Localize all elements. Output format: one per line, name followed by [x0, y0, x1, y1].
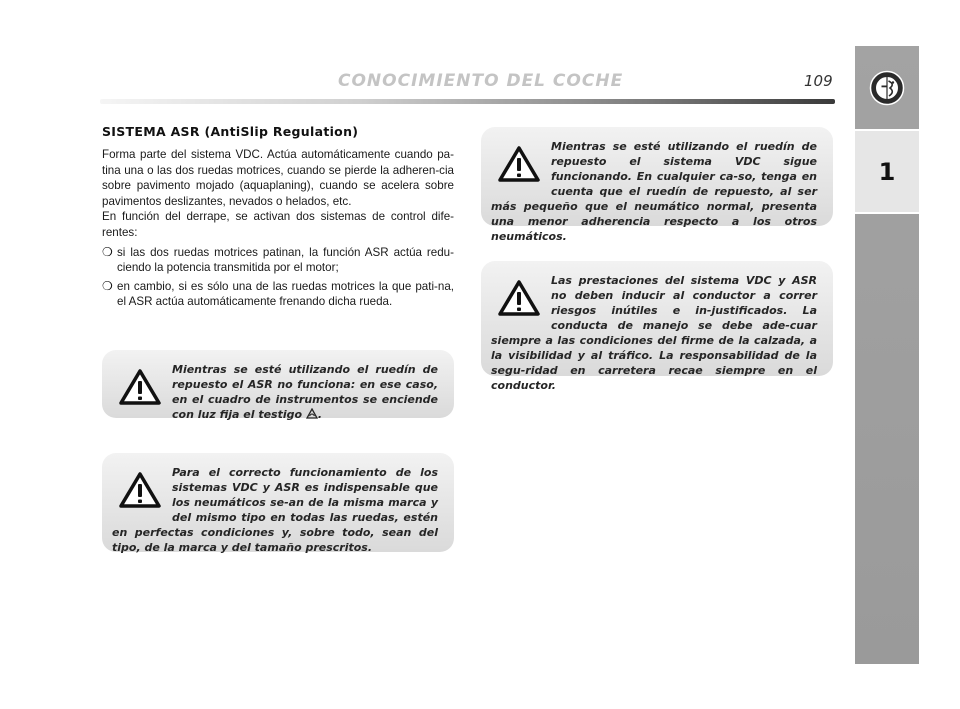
- vdc-telltale-icon: [306, 408, 318, 419]
- warning-box-spare-wheel-asr: [102, 350, 454, 421]
- chapter-number: 1: [878, 157, 896, 186]
- paragraph-2: En función del derrape, se activan dos sistemas de control dife-rentes:: [102, 210, 454, 239]
- asr-section: [102, 124, 454, 313]
- warning-text: Para el correcto funcionamiento de los sistemas VDC y ASR es indispensable que los neumáticos se-an de la misma marca y del mismo tipo en todas las ruedas, estén en perfectas condiciones y, sobre todo, sean del tipo, de la marca y del tamaño prescritos.: [112, 466, 438, 554]
- alfa-romeo-badge-icon: [869, 70, 905, 106]
- paragraph-1: Forma parte del sistema VDC. Actúa automáticamente cuando pa-tina una o las dos ruedas motrices, cuando se pierde la adheren-cia sobre pavimento mojado (aquaplaning), cuando se acelera sobre pavimentos deslizantes, nevados o helados, etc.: [102, 148, 454, 208]
- page-number: 109: [804, 72, 833, 90]
- warning-text-body: Mientras se esté utilizando el ruedín de repuesto el ASR no funciona: en ese caso, en el cuadro de instrumentos se enciende con luz fija el testigo: [172, 363, 438, 421]
- section-heading: SISTEMA ASR (AntiSlip Regulation): [102, 124, 359, 139]
- warning-box-spare-wheel-vdc: [481, 127, 833, 243]
- warning-text: Las prestaciones del sistema VDC y ASR no deben inducir al conductor a correr riesgos inútiles e in-justificados. La conducta de manejo se debe ade-cuar siempre a las condiciones del firme de la calzada, a la visibilidad y al tráfico. La responsabilidad de la segu-ridad en carretera recae siempre en el conductor.: [491, 274, 817, 392]
- warning-triangle-icon: [118, 471, 162, 509]
- bullet-list: [102, 245, 454, 310]
- bullet-circle-icon: ❍: [102, 244, 113, 259]
- logo-box: [855, 46, 919, 129]
- warning-box-driver-responsibility: [481, 261, 833, 392]
- bullet-text: en cambio, si es sólo una de las ruedas motrices la que pati-na, el ASR actúa automáticamente frenando dicha rueda.: [117, 279, 454, 309]
- warning-text: Mientras se esté utilizando el ruedín de repuesto el sistema VDC sigue funcionando. En cualquier ca-so, tenga en cuenta que el ruedín de repuesto, al ser más pequeño que el neumático normal, presenta una menor adherencia respecto a los otros neumáticos.: [491, 140, 817, 243]
- warning-text-end: .: [317, 408, 323, 421]
- warning-box-tyres: [102, 453, 454, 552]
- warning-triangle-icon: [118, 368, 162, 406]
- list-item: [102, 245, 454, 276]
- warning-triangle-icon: [497, 145, 541, 183]
- page-header-title: CONOCIMIENTO DEL COCHE: [338, 71, 624, 91]
- chapter-sidebar: [855, 46, 919, 664]
- bullet-text: si las dos ruedas motrices patinan, la función ASR actúa redu-ciendo la potencia transmitida por el motor;: [117, 245, 454, 275]
- header-rule: [100, 99, 835, 104]
- warning-triangle-icon: [497, 279, 541, 317]
- bullet-circle-icon: ❍: [102, 278, 113, 293]
- chapter-box: [855, 129, 919, 214]
- list-item: [102, 279, 454, 310]
